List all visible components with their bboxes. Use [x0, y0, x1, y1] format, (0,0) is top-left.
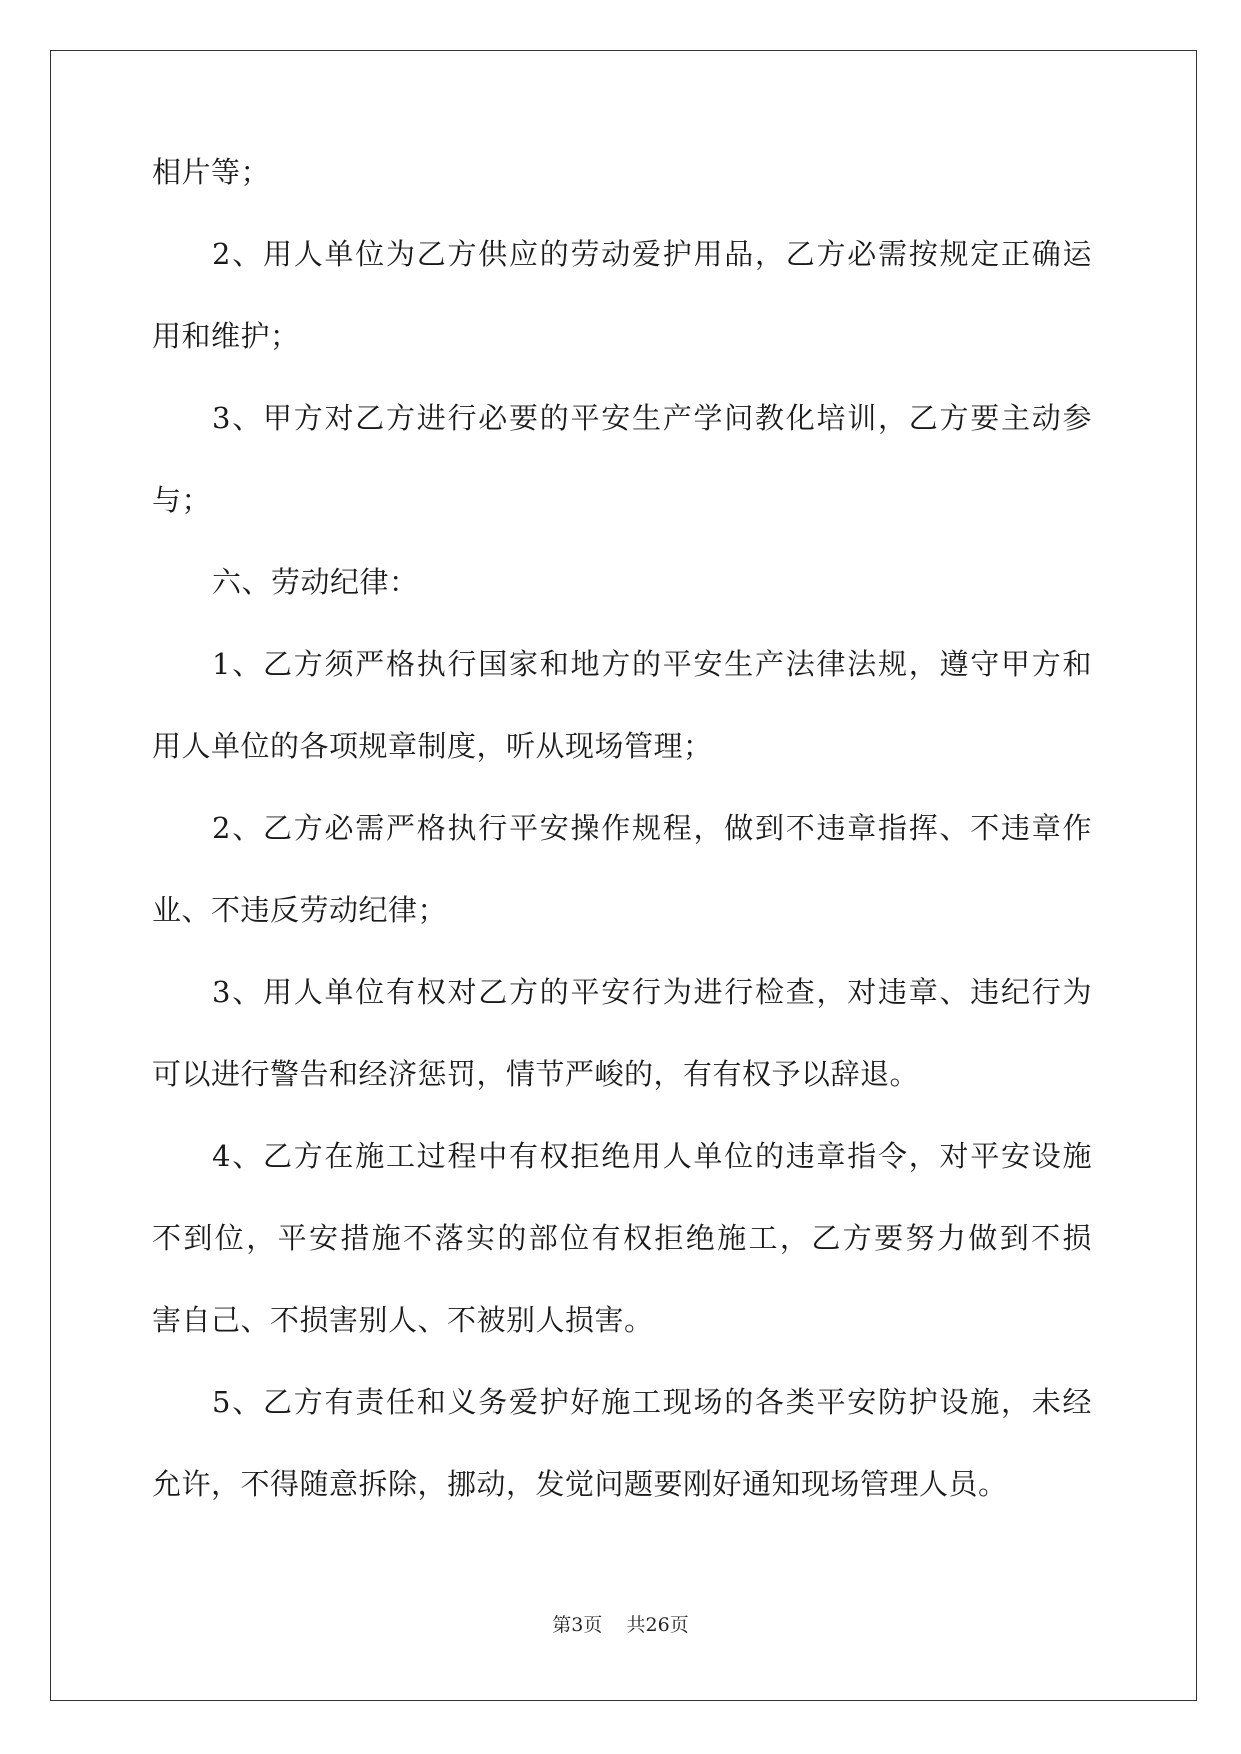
section-heading: 六、劳动纪律： — [212, 565, 419, 599]
text-line: 用和维护； — [152, 319, 300, 353]
text-line: 4、乙方在施工过程中有权拒绝用人单位的违章指令，对平安设施 — [212, 1139, 1092, 1173]
text-line: 害自己、不损害别人、不被别人损害。 — [152, 1303, 654, 1337]
text-line: 2、用人单位为乙方供应的劳动爱护用品，乙方必需按规定正确运 — [212, 237, 1092, 271]
page-border — [50, 50, 1197, 1701]
text-line: 与； — [152, 483, 212, 517]
text-line: 2、乙方必需严格执行平安操作规程，做到不违章指挥、不违章作 — [212, 811, 1092, 845]
text-line: 3、甲方对乙方进行必要的平安生产学问教化培训，乙方要主动参 — [212, 401, 1092, 435]
page-number: 第3页 — [552, 1614, 603, 1636]
footer-gap — [602, 1614, 626, 1636]
text-line: 1、乙方须严格执行国家和地方的平安生产法律法规，遵守甲方和 — [212, 647, 1092, 681]
text-line: 3、用人单位有权对乙方的平安行为进行检查，对违章、违纪行为 — [212, 975, 1092, 1009]
text-line: 5、乙方有责任和义务爱护好施工现场的各类平安防护设施，未经 — [212, 1385, 1092, 1419]
text-line: 不到位，平安措施不落实的部位有权拒绝施工，乙方要努力做到不损 — [152, 1221, 1092, 1255]
text-line: 相片等； — [152, 155, 271, 189]
page-footer — [0, 1610, 1241, 1637]
text-line: 可以进行警告和经济惩罚，情节严峻的，有有权予以辞退。 — [152, 1057, 920, 1091]
text-line: 业、不违反劳动纪律； — [152, 893, 448, 927]
page-total: 共26页 — [626, 1614, 689, 1636]
text-line: 用人单位的各项规章制度，听从现场管理； — [152, 729, 713, 763]
text-line: 允许，不得随意拆除，挪动，发觉问题要刚好通知现场管理人员。 — [152, 1467, 1008, 1501]
